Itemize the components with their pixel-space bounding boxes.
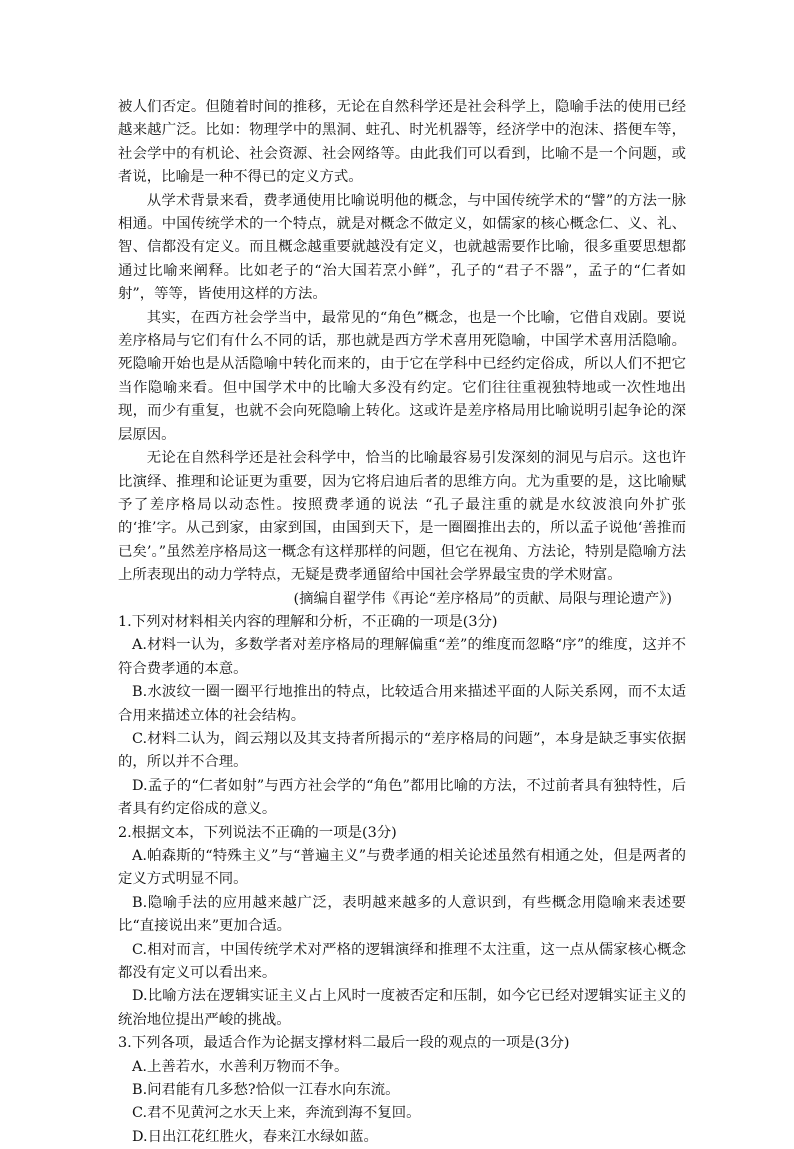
- passage-paragraph-3: 其实，在西方社会学当中，最常见的“角色”概念，也是一个比喻，它借自戏剧。要说差序格局与它们有什么不同的话，那也就是西方学术喜用死隐喻，中国学术喜用活隐喻。死隐喻开始也是从活隐喻中转化而来的，由于它在学科中已经约定俗成，所以人们不把它当作隐喻来看。但中国学术中的比喻大多没有约定。它们往往重视独特地或一次性地出现，而少有重复，也就不会向死隐喻上转化。这或许是差序格局用比喻说明引起争论的深层原因。: [118, 309, 686, 443]
- question-1: [118, 611, 686, 822]
- passage-paragraph-4: 无论在自然科学还是社会科学中，恰当的比喻最容易引发深刻的洞见与启示。这也许比演绎、推理和论证更为重要，因为它将启迪后者的思维方向。尤为重要的是，这比喻赋予了差序格局以动态性。按照费孝通的说法 “孔子最注重的就是水纹波浪向外扩张的‘推’字。从己到家，由家到国，由国到天下，是一圈圈推出去的，所以孟子说他‘善推而已矣’。”虽然差序格局这一概念有这样那样的问题，但它在视角、方法论，特别是隐喻方法上所表现出的动力学特点，无疑是费孝通留给中国社会学界最宝贵的学术财富。: [118, 450, 686, 584]
- question-option-b: B.水波纹一圈一圈平行地推出的特点，比较适合用来描述平面的人际关系网，而不太适合用来描述立体的社会结构。: [118, 684, 686, 724]
- question-2: [118, 822, 686, 1033]
- question-option-a: A.上善若水，水善利万物而不争。: [132, 1058, 349, 1075]
- question-option-b: B.问君能有几多愁?恰似一江春水向东流。: [132, 1082, 400, 1099]
- question-option-c: C.相对而言，中国传统学术对严格的逻辑演绎和推理不太注重，这一点从儒家核心概念都没有定义可以看出来。: [118, 941, 686, 982]
- question-option-c: C.材料二认为，阎云翔以及其支持者所揭示的“差序格局的问题”，本身是缺乏事实依据的，所以并不合理。: [118, 730, 686, 771]
- question-option-b: B.隐喻手法的应用越来越广泛，表明越来越多的人意识到，有些概念用隐喻来表述要比“直接说出来”更加合适。: [118, 894, 686, 935]
- question-stem: 3.下列各项，最适合作为论据支撑材料二最后一段的观点的一项是(3分): [118, 1035, 570, 1052]
- question-option-d: D.日出江花红胜火，春来江水绿如蓝。: [132, 1128, 378, 1145]
- question-option-a: A.帕森斯的“特殊主义”与“普遍主义”与费孝通的相关论述虽然有相通之处，但是两者的定义方式明显不同。: [118, 848, 686, 888]
- passage-source: (摘编自翟学伟《再论“差序格局”的贡献、局限与理论遗产》): [293, 590, 672, 607]
- question-option-d: D.比喻方法在逻辑实证主义占上风时一度被否定和压制，如今它已经对逻辑实证主义的统治地位提出严峻的挑战。: [118, 988, 686, 1028]
- passage-paragraph-2: 从学术背景来看，费孝通使用比喻说明他的概念，与中国传统学术的“譬”的方法一脉相通。中国传统学术的一个特点，就是对概念不做定义，如儒家的核心概念仁、义、礼、智、信都没有定义。而且概念越重要就越没有定义，也就越需要作比喻，很多重要思想都通过比喻来阐释。比如老子的“治大国若烹小鲜”，孔子的“君子不器”，孟子的“仁者如射”，等等，皆使用这样的方法。: [118, 192, 686, 303]
- question-option-c: C.君不见黄河之水天上来，奔流到海不复回。: [132, 1105, 421, 1122]
- question-option-a: A.材料一认为，多数学者对差序格局的理解偏重“差”的维度而忽略“序”的维度，这并不符合费孝通的本意。: [118, 637, 686, 677]
- passage-paragraph-1: 被人们否定。但随着时间的推移，无论在自然科学还是社会科学上，隐喻手法的使用已经越来越广泛。比如：物理学中的黑洞、蛀孔、时光机器等，经济学中的泡沫、搭便车等，社会学中的有机论、社会资源、社会网络等。由此我们可以看到，比喻不是一个问题，或者说，比喻是一种不得已的定义方式。: [118, 99, 686, 186]
- question-stem: 1.下列对材料相关内容的理解和分析，不正确的一项是(3分): [118, 613, 498, 630]
- question-stem: 2.根据文本，下列说法不正确的一项是(3分): [118, 824, 397, 841]
- document-page: [118, 96, 686, 1149]
- question-3: [118, 1032, 686, 1149]
- question-option-d: D.孟子的“仁者如射”与西方社会学的“角色”都用比喻的方法，不过前者具有独特性，后者具有约定俗成的意义。: [118, 777, 686, 818]
- passage: [118, 96, 686, 611]
